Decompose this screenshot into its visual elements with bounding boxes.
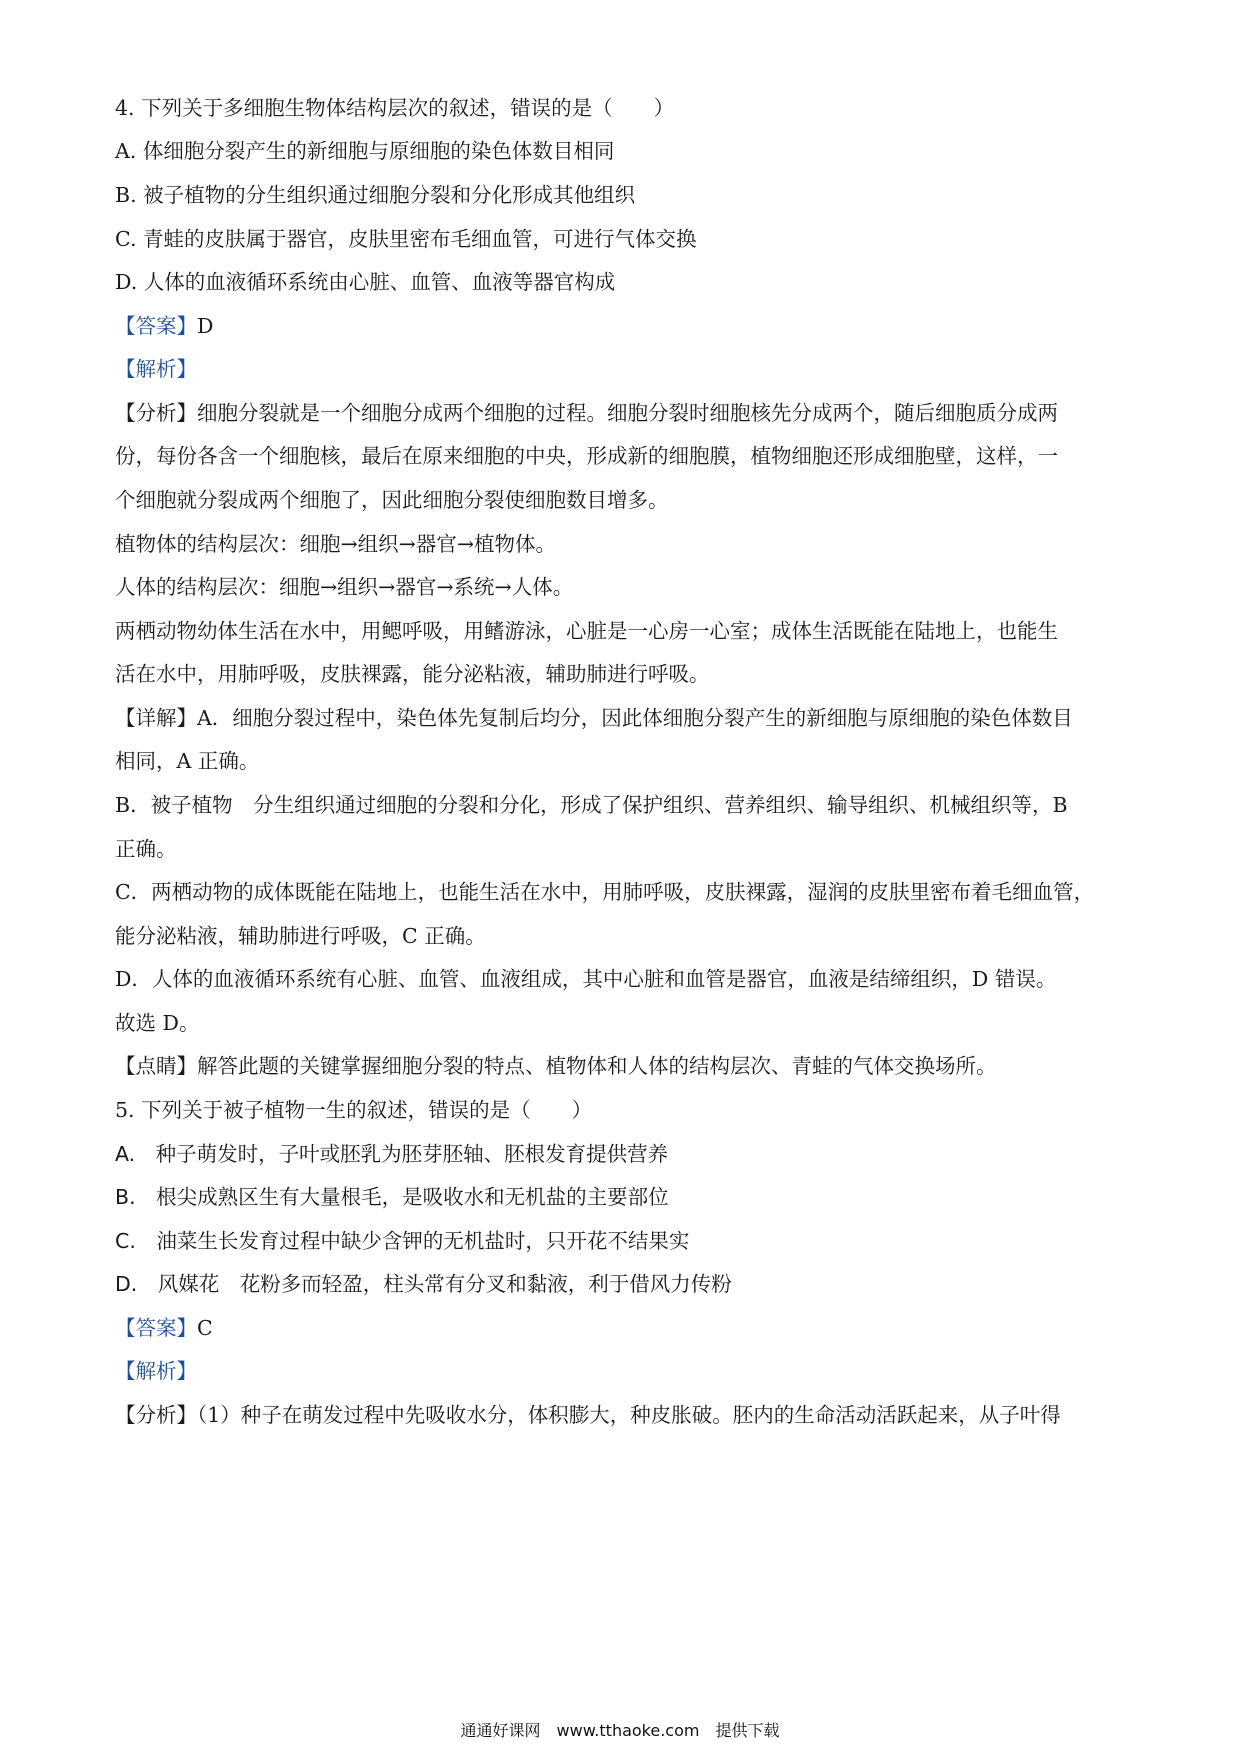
line-text: 植物体的结构层次：细胞→组织→器官→植物体。 xyxy=(115,532,557,556)
line-text: 份，每份各含一个细胞核，最后在原来细胞的中央，形成新的细胞膜，植物细胞还形成细胞壁，这样，一 xyxy=(115,444,1058,468)
q5-answer xyxy=(115,1314,1140,1342)
q4-line xyxy=(115,486,1140,514)
q4-option-d: D. 人体的血液循环系统由心脏、血管、血液等器官构成 xyxy=(115,270,616,294)
q4-line xyxy=(115,791,1140,819)
q4-answer xyxy=(115,312,1140,340)
q5-option-b: B. 根尖成熟区生有大量根毛，是吸收水和无机盐的主要部位 xyxy=(115,1185,669,1209)
q4-line xyxy=(115,573,1140,601)
line-text: 能分泌粘液，辅助肺进行呼吸，C 正确。 xyxy=(115,924,486,948)
answer-value: D xyxy=(197,314,214,338)
q4-line xyxy=(115,1052,1140,1080)
line-text: B．被子植物 分生组织通过细胞的分裂和分化，形成了保护组织、营养组织、输导组织、机械组织等，B xyxy=(115,793,1068,817)
section-tag: 【分析】 xyxy=(115,1403,197,1427)
line-text: （1）种子在萌发过程中先吸收水分，体积膨大，种皮胀破。胚内的生命活动活跃起来，从子叶得 xyxy=(197,1403,1061,1427)
q4-line xyxy=(115,442,1140,470)
q4-line xyxy=(115,704,1140,732)
q4-option-b: B. 被子植物的分生组织通过细胞分裂和分化形成其他组织 xyxy=(115,183,636,207)
line-text: A．细胞分裂过程中，染色体先复制后均分，因此体细胞分裂产生的新细胞与原细胞的染色体数目 xyxy=(197,706,1073,730)
section-tag: 【详解】 xyxy=(115,706,197,730)
line-text: D．人体的血液循环系统有心脏、血管、血液组成，其中心脏和血管是器官，血液是结缔组织，D 错误。 xyxy=(115,967,1057,991)
line-text: 两栖动物幼体生活在水中，用鳃呼吸，用鳍游泳，心脏是一心房一心室；成体生活既能在陆地上，也能生 xyxy=(115,619,1058,643)
q4-line xyxy=(115,530,1140,558)
q4-line xyxy=(115,660,1140,688)
q5-line xyxy=(115,1401,1140,1429)
q4-line xyxy=(115,617,1140,645)
line-text: 相同，A 正确。 xyxy=(115,749,260,773)
line-text: 故选 D。 xyxy=(115,1011,200,1035)
q5-analysis-tag xyxy=(115,1357,1140,1385)
q4-stem: 4. 下列关于多细胞生物体结构层次的叙述，错误的是（ ） xyxy=(115,96,675,120)
analysis-tag: 【解析】 xyxy=(115,1359,197,1383)
line-text: C．两栖动物的成体既能在陆地上，也能生活在水中，用肺呼吸，皮肤裸露，湿润的皮肤里密布着毛细血管， xyxy=(115,880,1095,904)
q5-option-c: C. 油菜生长发育过程中缺少含钾的无机盐时，只开花不结果实 xyxy=(115,1229,690,1253)
line-text: 活在水中，用肺呼吸，皮肤裸露，能分泌粘液，辅助肺进行呼吸。 xyxy=(115,662,710,686)
line-text: 细胞分裂就是一个细胞分成两个细胞的过程。细胞分裂时细胞核先分成两个，随后细胞质分成两 xyxy=(197,401,1058,425)
answer-tag: 【答案】 xyxy=(115,1316,197,1340)
q4-analysis-tag xyxy=(115,355,1140,383)
answer-value: C xyxy=(197,1316,213,1340)
q5-option-d: D. 风媒花 花粉多而轻盈，柱头常有分叉和黏液，利于借风力传粉 xyxy=(115,1272,732,1296)
page-footer: 通通好课网 www.tthaoke.com 提供下载 xyxy=(460,1721,780,1740)
answer-tag: 【答案】 xyxy=(115,314,197,338)
q4-option-a: A. 体细胞分裂产生的新细胞与原细胞的染色体数目相同 xyxy=(115,139,615,163)
q4-line xyxy=(115,835,1140,863)
q4-line xyxy=(115,747,1140,775)
line-text: 解答此题的关键掌握细胞分裂的特点、植物体和人体的结构层次、青蛙的气体交换场所。 xyxy=(197,1054,997,1078)
q4-option-c: C. 青蛙的皮肤属于器官，皮肤里密布毛细血管，可进行气体交换 xyxy=(115,227,697,251)
q4-line xyxy=(115,965,1140,993)
analysis-tag: 【解析】 xyxy=(115,357,197,381)
section-tag: 【点睛】 xyxy=(115,1054,197,1078)
line-text: 正确。 xyxy=(115,837,177,861)
q4-line xyxy=(115,878,1140,906)
section-tag: 【分析】 xyxy=(115,401,197,425)
q5-option-a: A. 种子萌发时，子叶或胚乳为胚芽胚轴、胚根发育提供营养 xyxy=(115,1142,669,1166)
q4-line xyxy=(115,922,1140,950)
line-text: 个细胞就分裂成两个细胞了，因此细胞分裂使细胞数目增多。 xyxy=(115,488,669,512)
q4-line xyxy=(115,1009,1140,1037)
line-text: 人体的结构层次：细胞→组织→器官→系统→人体。 xyxy=(115,575,574,599)
q5-stem: 5. 下列关于被子植物一生的叙述，错误的是（ ） xyxy=(115,1098,593,1122)
q4-line xyxy=(115,399,1140,427)
